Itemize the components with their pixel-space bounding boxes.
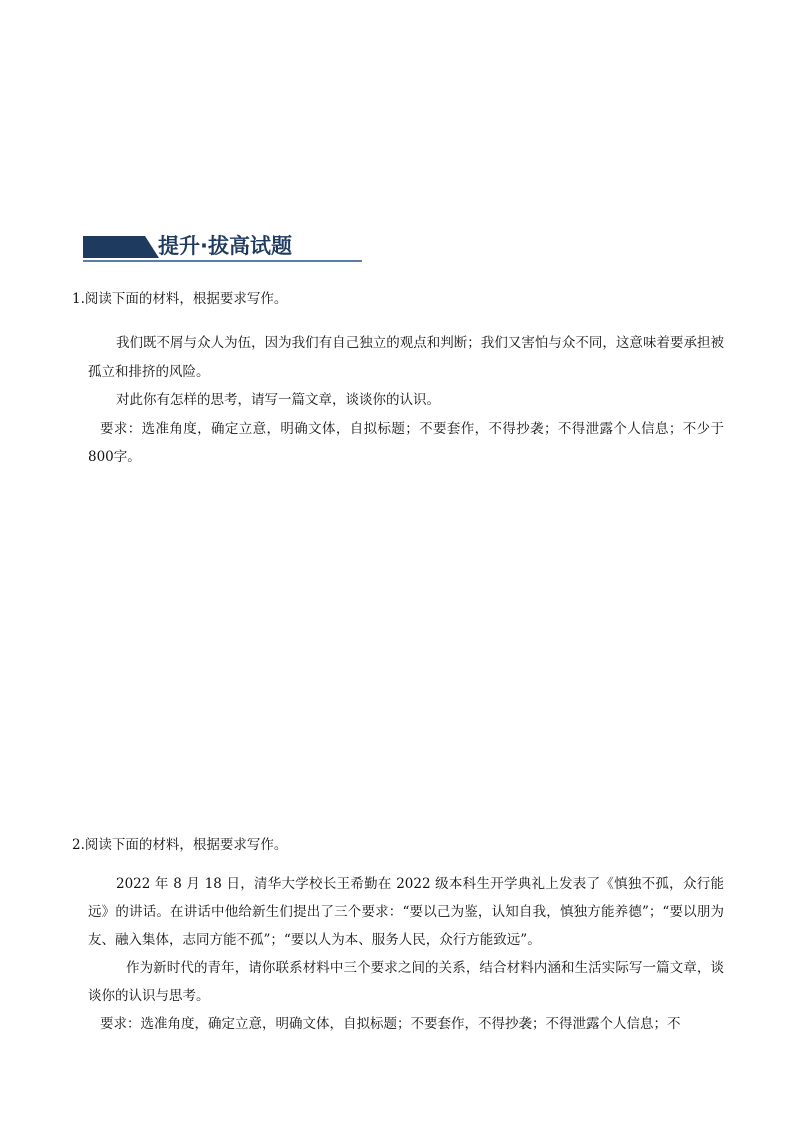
question-2 — [72, 835, 724, 1038]
question-2-title — [72, 835, 724, 855]
section-header-bar — [83, 236, 159, 258]
section-header — [83, 232, 362, 262]
question-2-number: 2. — [72, 837, 85, 853]
question-1-material: 我们既不屑与众人为伍，因为我们有自己独立的观点和判断；我们又害怕与众不同，这意味着要承担被孤立和排挤的风险。 — [88, 335, 724, 380]
question-1 — [72, 289, 724, 472]
question-1-requirements: 要求：选准角度，确定立意，明确文体，自拟标题；不要套作，不得抄袭；不得泄露个人信息；不少于 800字。 — [88, 420, 724, 465]
question-2-material: 2022 年 8 月 18 日，清华大学校长王希勤在 2022 级本科生开学典礼上发表了《慎独不孤，众行能远》的讲话。在讲话中他给新生们提出了三个要求：“要以己为鉴，认知自我，慎独方能养德”；“要以朋为友、融入集体，志同方能不孤”；“要以人为本、服务人民，众行方能致远”。 — [88, 876, 724, 948]
question-1-title — [72, 289, 724, 309]
question-2-task: 作为新时代的青年，请你联系材料中三个要求之间的关系，结合材料内涵和生活实际写一篇文章，谈谈你的认识与思考。 — [88, 960, 724, 1004]
question-2-prompt: 阅读下面的材料，根据要求写作。 — [84, 837, 288, 853]
question-1-number: 1. — [72, 291, 85, 307]
section-title: 提升·拔高试题 — [158, 234, 292, 258]
question-1-task: 对此你有怎样的思考，请写一篇文章，谈谈你的认识。 — [116, 392, 440, 408]
question-2-requirements: 要求：选准角度，确定立意，明确文体，自拟标题；不要套作，不得抄袭；不得泄露个人信息；不 — [100, 1016, 681, 1032]
question-1-prompt: 阅读下面的材料，根据要求写作。 — [84, 291, 288, 307]
section-underline — [83, 260, 362, 262]
